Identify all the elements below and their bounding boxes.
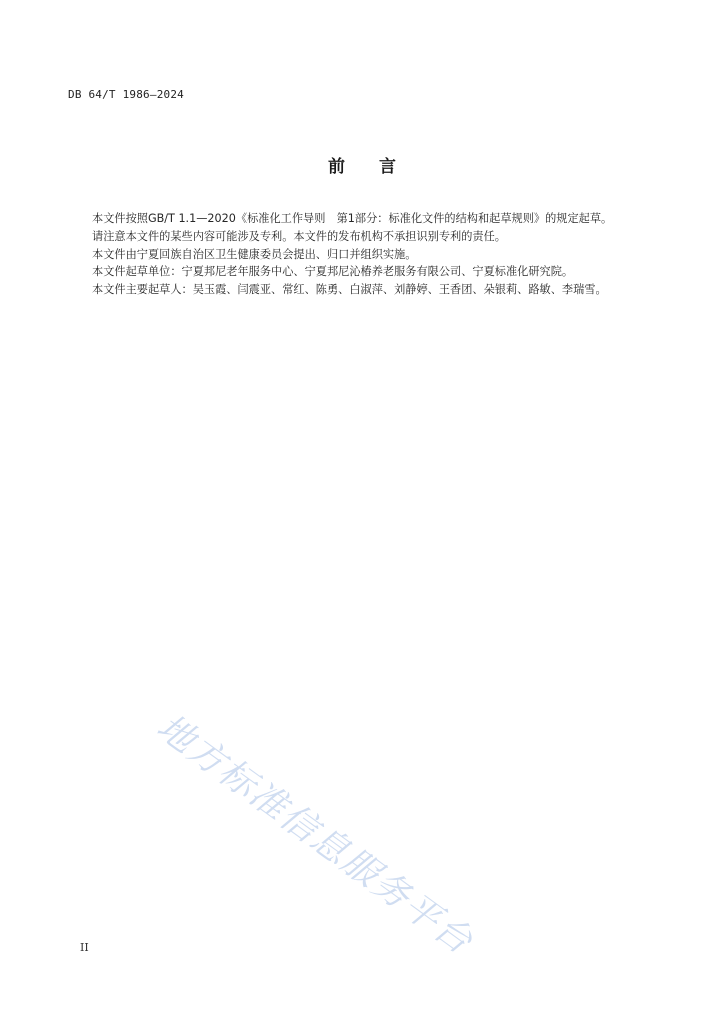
section-title: 前 言	[328, 157, 396, 177]
paragraph-drafters: 本文件主要起草人：吴玉霞、闫震亚、常红、陈勇、白淑萍、刘静婷、王香团、朵银莉、路敏、李瑞雪。	[92, 283, 607, 297]
paragraph-drafting-rules: 本文件按照GB/T 1.1—2020《标准化工作导则 第1部分：标准化文件的结构和起草规则》的规定起草。	[92, 212, 613, 225]
watermark-text: 地方标准信息服务平台	[149, 706, 481, 964]
document-code: DB 64/T 1986—2024	[68, 88, 184, 101]
foreword-body	[68, 210, 644, 299]
paragraph-patent-notice: 请注意本文件的某些内容可能涉及专利。本文件的发布机构不承担识别专利的责任。	[92, 229, 506, 243]
paragraph-drafting-units: 本文件起草单位：宁夏邦尼老年服务中心、宁夏邦尼沁椿养老服务有限公司、宁夏标准化研究院。	[92, 265, 574, 279]
page-number: II	[80, 941, 89, 954]
paragraph-proposer: 本文件由宁夏回族自治区卫生健康委员会提出、归口并组织实施。	[92, 247, 417, 261]
